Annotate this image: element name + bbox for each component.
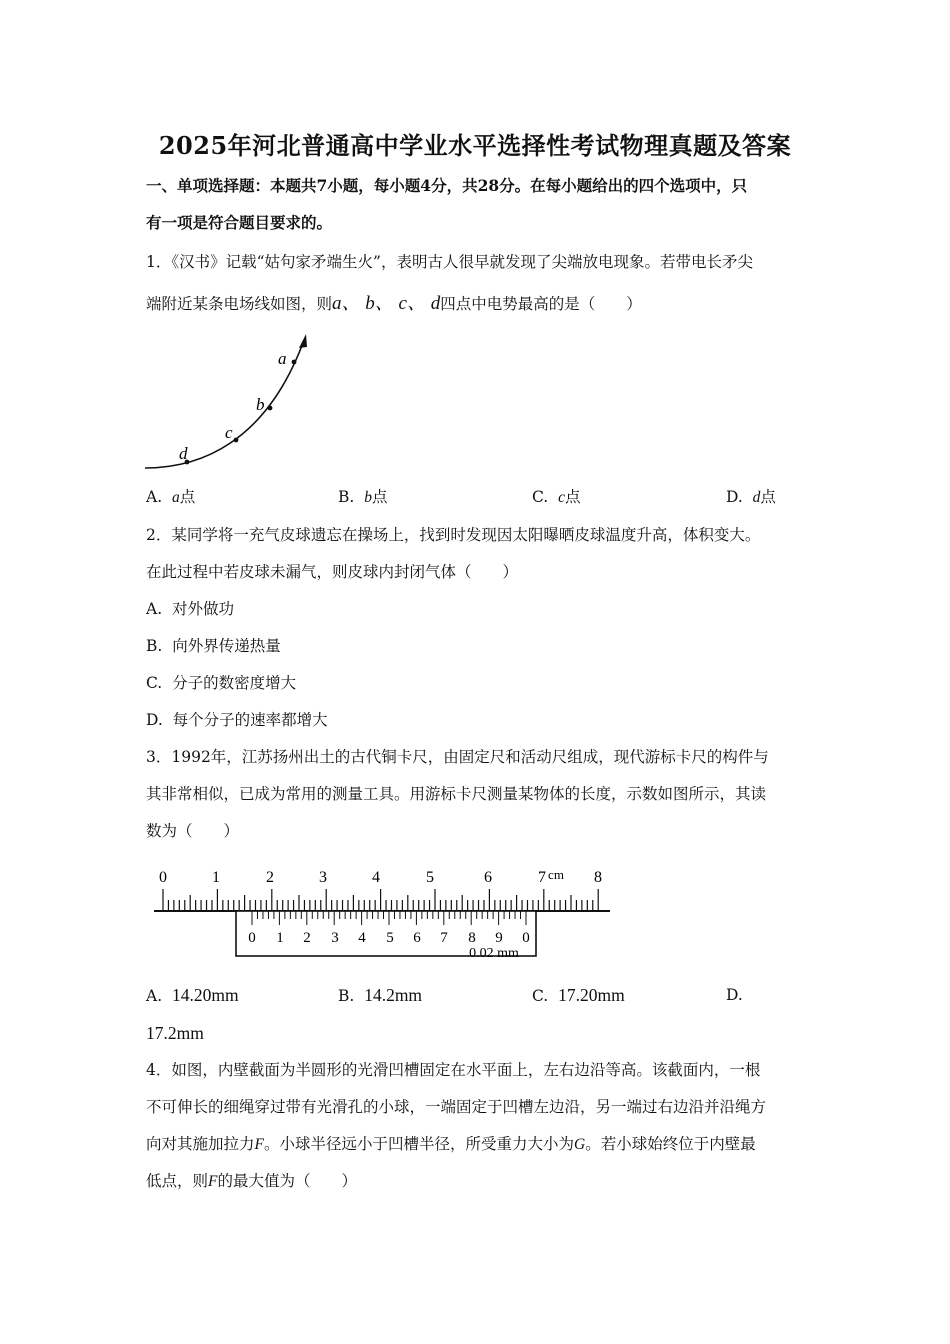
main-scale-ticks — [163, 889, 598, 911]
q1-stem-vars: a、 b、 c、 d — [332, 293, 441, 314]
vernier-number: 7 — [440, 930, 448, 946]
vernier-number: 6 — [413, 930, 421, 946]
point-a-label: a — [278, 349, 287, 368]
main-scale-number: 1 — [212, 869, 220, 886]
q1-option-d[interactable]: D. d点 — [726, 488, 776, 506]
main-scale-number: 2 — [266, 869, 274, 886]
q4-stem-line-2: 不可伸长的细绳穿过带有光滑孔的小球，一端固定于凹槽左边沿，另一端过右边沿并沿绳方 — [146, 1098, 767, 1116]
q1-stem-suffix: 四点中电势最高的是（ ） — [440, 295, 642, 313]
point-d-label: d — [179, 444, 188, 463]
q2-option-d[interactable]: D. 每个分子的速率都增大 — [146, 711, 328, 729]
vernier-number: 8 — [468, 930, 476, 946]
main-scale-number: 5 — [426, 869, 434, 886]
vernier-number: 4 — [358, 930, 366, 946]
main-scale-number: 0 — [159, 869, 167, 886]
q3-option-d-value[interactable]: 17.2mm — [146, 1023, 204, 1043]
q3-stem-line-1: 3．1992年，江苏扬州出土的古代铜卡尺，由固定尺和活动尺组成，现代游标卡尺的构件与 — [146, 748, 769, 766]
q4-stem-line-4: 低点，则F的最大值为（ ） — [146, 1172, 357, 1190]
q3-vernier-caliper-figure — [150, 860, 615, 965]
q1-electric-field-line-figure — [140, 328, 320, 478]
point-c-label: c — [225, 423, 233, 442]
q2-stem-line-1: 2．某同学将一充气皮球遗忘在操场上，找到时发现因太阳曝晒皮球温度升高，体积变大。 — [146, 526, 761, 544]
vernier-number: 2 — [303, 930, 311, 946]
q3-option-d-letter[interactable]: D. — [726, 986, 743, 1004]
q3-stem-line-2: 其非常相似，已成为常用的测量工具。用游标卡尺测量某物体的长度，示数如图所示，其读 — [146, 785, 767, 803]
q1-option-a[interactable]: A. a点 — [146, 488, 196, 506]
vernier-precision-label: 0.02 mm — [469, 946, 519, 961]
q3-option-b[interactable]: B. 14.2mm — [338, 985, 423, 1005]
q1-stem-line-1: 1．《汉书》记载“姑句家矛端生火”，表明古人很早就发现了尖端放电现象。若带电长矛尖 — [146, 253, 753, 271]
vernier-number: 9 — [495, 930, 503, 946]
q2-option-c[interactable]: C. 分子的数密度增大 — [146, 674, 297, 692]
point-c-dot — [234, 438, 239, 443]
point-b-dot — [268, 406, 273, 411]
page-title: 2025年河北普通高中学业水平选择性考试物理真题及答案 — [158, 131, 792, 160]
vernier-number: 0 — [248, 930, 256, 946]
main-scale-unit: cm — [548, 867, 564, 882]
q2-option-b[interactable]: B. 向外界传递热量 — [146, 637, 281, 655]
vernier-number: 1 — [276, 930, 284, 946]
q1-stem-prefix: 端附近某条电场线如图，则 — [146, 295, 333, 313]
point-b-label: b — [256, 395, 265, 414]
point-a-dot — [292, 360, 297, 365]
section-header-line-2: 有一项是符合题目要求的。 — [146, 213, 333, 232]
q4-stem-line-3: 向对其施加拉力F。小球半径远小于凹槽半径，所受重力大小为G。若小球始终位于内壁最 — [146, 1135, 756, 1153]
section-header-line-1: 一、单项选择题：本题共7小题，每小题4分，共28分。在每小题给出的四个选项中，只 — [146, 176, 748, 195]
q3-option-a[interactable]: A. 14.20mm — [146, 985, 239, 1005]
field-line-arrowhead — [299, 334, 307, 348]
vernier-number: 5 — [386, 930, 394, 946]
q3-stem-line-3: 数为（ ） — [146, 822, 240, 840]
var-G: G — [574, 1136, 586, 1153]
q4-stem-line-1: 4．如图，内壁截面为半圆形的光滑凹槽固定在水平面上，左右边沿等高。该截面内，一根 — [146, 1061, 761, 1079]
q3-option-c[interactable]: C. 17.20mm — [532, 985, 625, 1005]
main-scale-number: 8 — [594, 869, 602, 886]
main-scale-number: 7 — [538, 869, 546, 886]
vernier-number: 0 — [522, 930, 530, 946]
vernier-number: 3 — [331, 930, 339, 946]
var-F: F — [208, 1173, 218, 1190]
q2-stem-line-2: 在此过程中若皮球未漏气，则皮球内封闭气体（ ） — [146, 563, 519, 581]
var-F: F — [254, 1136, 264, 1153]
q2-option-a[interactable]: A. 对外做功 — [146, 600, 234, 618]
main-scale-number: 4 — [372, 869, 380, 886]
q1-stem-line-2 — [146, 294, 816, 314]
q1-option-b[interactable]: B. b点 — [338, 488, 388, 506]
main-scale-number: 3 — [319, 869, 327, 886]
q1-option-c[interactable]: C. c点 — [532, 488, 581, 506]
main-scale-number: 6 — [484, 869, 492, 886]
